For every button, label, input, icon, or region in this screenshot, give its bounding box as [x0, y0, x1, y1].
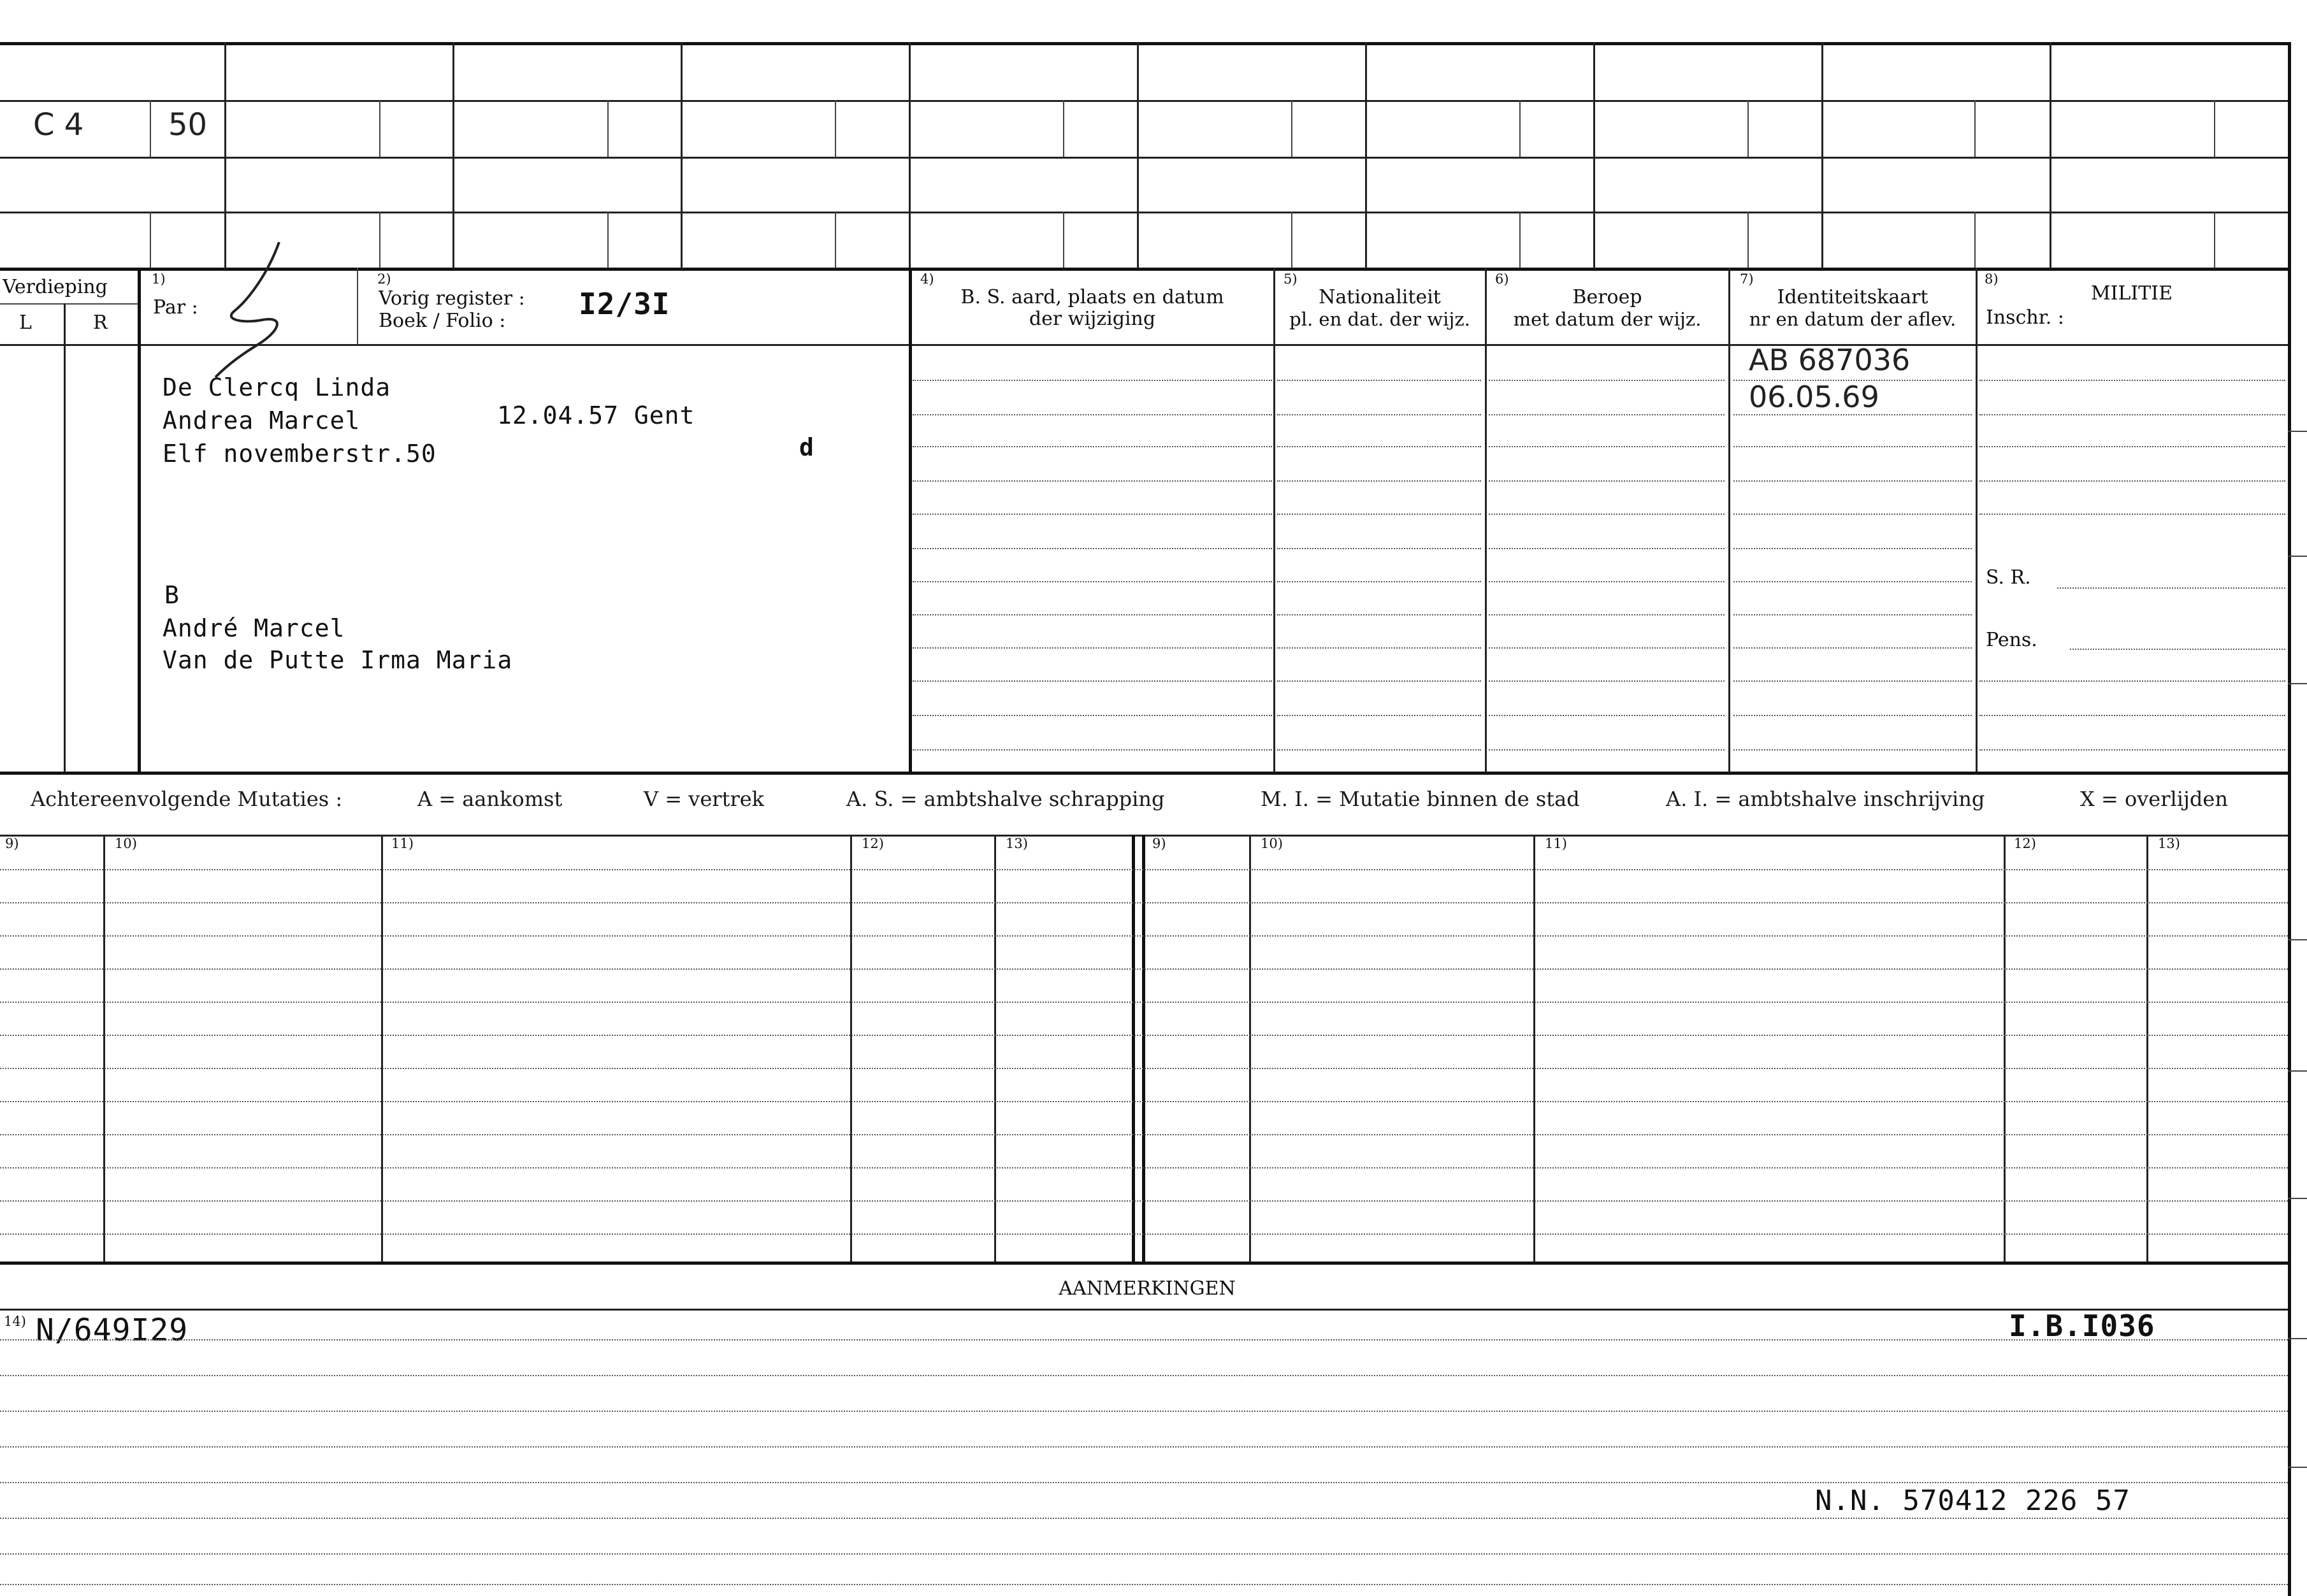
ber-label-1: Beroep	[1572, 286, 1642, 308]
bs-label-2: der wijziging	[1029, 308, 1156, 330]
col-r-label: R	[93, 312, 108, 334]
aanmerkingen-nr: N/649I29	[36, 1312, 189, 1348]
mut-col-11: 11)	[391, 836, 414, 851]
person-address: Elf novemberstr.50	[163, 440, 437, 468]
person-father: André Marcel	[163, 614, 345, 642]
vorig-value: I2/3I	[579, 287, 670, 321]
mut-col-13b: 13)	[2158, 836, 2180, 851]
militie-label: MILITIE	[2090, 282, 2173, 305]
ber-sup: 6)	[1495, 271, 1509, 287]
mut-col-9b: 9)	[1152, 836, 1166, 851]
mutaties-a: A = aankomst	[417, 787, 563, 811]
person-mother: Van de Putte Irma Maria	[163, 646, 513, 674]
mutaties-mi: M. I. = Mutatie binnen de stad	[1261, 787, 1580, 811]
aanmerkingen-ib: I.B.I036	[2009, 1309, 2155, 1343]
mut-col-13: 13)	[1006, 836, 1028, 851]
verdieping-label: Verdieping	[3, 276, 108, 298]
nat-sup: 5)	[1284, 271, 1298, 287]
person-b-label: B	[164, 581, 180, 609]
vorig-sup: 2)	[377, 271, 391, 287]
mut-col-11b: 11)	[1545, 836, 1567, 851]
mut-col-9: 9)	[5, 836, 19, 851]
mutaties-v: V = vertrek	[644, 787, 765, 811]
row-code: C 4	[33, 107, 84, 143]
bs-label-1: B. S. aard, plaats en datum	[960, 286, 1224, 308]
par-sup: 1)	[152, 271, 166, 287]
aanmerkingen-title: AANMERKINGEN	[1059, 1277, 1236, 1300]
mutaties-ai: A. I. = ambtshalve inschrijving	[1666, 787, 1985, 811]
mutaties-title: Achtereenvolgende Mutaties :	[31, 787, 343, 811]
person-mark: d	[799, 433, 814, 461]
id-card-date: 06.05.69	[1749, 380, 1879, 414]
id-card-number: AB 687036	[1749, 343, 1911, 377]
mil-sup: 8)	[1985, 271, 1999, 287]
mutaties-as: A. S. = ambtshalve schrapping	[846, 787, 1165, 811]
inschr-label: Inschr. :	[1986, 306, 2064, 329]
row-number: 50	[168, 107, 208, 143]
mut-col-12b: 12)	[2014, 836, 2036, 851]
par-label: Par :	[153, 296, 198, 319]
par-scribble	[204, 236, 306, 389]
boek-label: Boek / Folio :	[379, 310, 506, 332]
person-name-2: Andrea Marcel	[163, 406, 361, 435]
nat-label-1: Nationaliteit	[1319, 286, 1441, 308]
nat-label-2: pl. en dat. der wijz.	[1289, 308, 1470, 330]
ber-label-2: met datum der wijz.	[1513, 308, 1702, 330]
person-name: De Clercq Linda	[163, 373, 391, 401]
mut-col-10b: 10)	[1261, 836, 1283, 851]
aanmerkingen-nn: N.N. 570412 226 57	[1815, 1485, 2130, 1517]
vorig-label: Vorig register :	[379, 287, 525, 310]
mut-col-12: 12)	[862, 836, 884, 851]
mutaties-x: X = overlijden	[2080, 787, 2228, 811]
id-sup: 7)	[1740, 271, 1754, 287]
mut-col-10: 10)	[115, 836, 137, 851]
militie-sr: S. R.	[1986, 566, 2031, 589]
col-l-label: L	[19, 312, 32, 334]
id-label-1: Identiteitskaart	[1777, 286, 1928, 308]
bs-sup: 4)	[920, 271, 934, 287]
militie-pens: Pens.	[1986, 629, 2037, 651]
id-label-2: nr en datum der aflev.	[1749, 308, 1956, 330]
person-birth: 12.04.57 Gent	[497, 401, 695, 429]
aanmerkingen-sup: 14)	[4, 1314, 26, 1329]
